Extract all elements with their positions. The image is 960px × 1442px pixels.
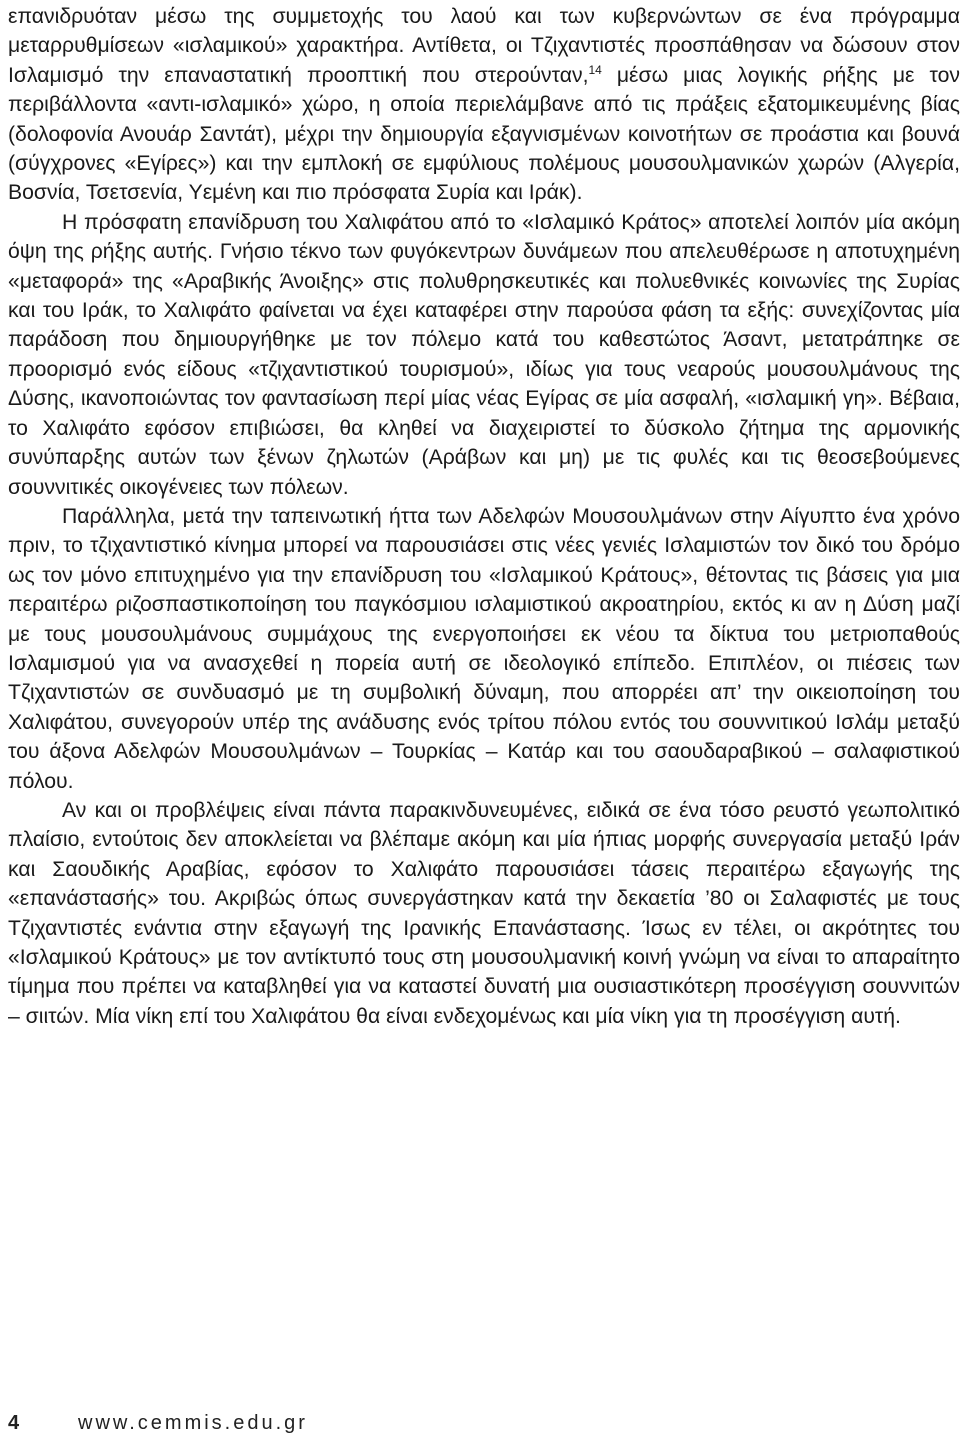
- paragraph-2: Η πρόσφατη επανίδρυση του Χαλιφάτου από το «Ισλαμικό Κράτος» αποτελεί λοιπόν μία ακόμη όψη της ρήξης αυτής. Γνήσιο τέκνο των φυγόκεντρων δυνάμεων που απελευθέρωσε η αποτυχημένη «μεταφορά» της «Αραβικής Άνοιξης» στις πολυθρησκευτικές και πολυεθνικές κοινωνίες της Συρίας και του Ιράκ, το Χαλιφάτο φαίνεται να έχει καταφέρει στην παρούσα φάση τα εξής: συνεχίζοντας μία παράδοση που δημιουργήθηκε με τον πόλεμο κατά του καθεστώτος Άσαντ, μετατράπηκε σε προορισμό ενός είδους «τζιχαντιστικού τουρισμού», ιδίως για τους νεαρούς μουσουλμάνους της Δύσης, ικανοποιώντας τον φαντασίωση περί μίας νέας Εγίρας σε μία ασφαλή, «ισλαμική γη». Βέβαια, το Χαλιφάτο εφόσον επιβιώσει, θα κληθεί να διαχειριστεί το δύσκολο ζήτημα της αρμονικής συνύπαρξης αυτών των ξένων ζηλωτών (Αράβων και μη) με τις φυλές και τις θεοσεβούμενες σουννιτικές οικογένειες των πόλεων.: [8, 210, 960, 499]
- paragraph-3: Παράλληλα, μετά την ταπεινωτική ήττα των Αδελφών Μουσουλμάνων στην Αίγυπτο ένα χρόνο πριν, το τζιχαντιστικό κίνημα μπορεί να παρουσιάσει στις νέες γενιές Ισλαμιστών τον δικό του δρόμο ως τον μόνο επιτυχημένο για την επανίδρυση του «Ισλαμικού Κράτους», θέτοντας τις βάσεις για μια περαιτέρω ριζοσπαστικοποίηση του παγκόσμιου ισλαμιστικού ακροατηρίου, εκτός κι αν η Δύση μαζί με τους μουσουλμάνους συμμάχους της ενεργοποιήσει εκ νέου τα δίκτυα του μετριοπαθούς Ισλαμισμού για να ανασχεθεί η πορεία αυτή σε ιδεολογικό επίπεδο. Επιπλέον, οι πιέσεις των Τζιχαντιστών σε συνδυασμό με τη συμβολική δύναμη, που απορρέει απ’ την οικειοποίηση του Χαλιφάτου, συνεγορούν υπέρ της ανάδυσης ενός τρίτου πόλου εντός του σουννιτικού Ισλάμ μεταξύ του άξονα Αδελφών Μουσουλμάνων – Τουρκίας – Κατάρ και του σαουδαραβικού – σαλαφιστικού πόλου.: [8, 504, 960, 793]
- article-body: [8, 2, 960, 1031]
- page-footer: [8, 1412, 308, 1435]
- website-link[interactable]: www.cemmis.edu.gr: [78, 1412, 308, 1434]
- footnote-ref[interactable]: 14: [588, 62, 602, 77]
- paragraph-4: Αν και οι προβλέψεις είναι πάντα παρακινδυνευμένες, ειδικά σε ένα τόσο ρευστό γεωπολιτικό πλαίσιο, εντούτοις δεν αποκλείεται να βλέπαμε ακόμη και μία ήπιας μορφής συνεργασία μεταξύ Ιράν και Σαουδικής Αραβίας, εφόσον το Χαλιφάτο παρουσιάσει τάσεις περαιτέρω εξαγωγής της «επανάστασής» του. Ακριβώς όπως συνεργάστηκαν κατά την δεκαετία ’80 οι Σαλαφιστές με τους Τζιχαντιστές ενάντια στην εξαγωγή της Ιρανικής Επανάστασης. Ίσως εν τέλει, οι ακρότητες του «Ισλαμικού Κράτους» με τον αντίκτυπό τους στη μουσουλμανική κοινή γνώμη να είναι το απαραίτητο τίμημα που πρέπει να καταβληθεί για να καταστεί δυνατή μια ουσιαστικότερη προσέγγιση σουννιτών – σιιτών. Μία νίκη επί του Χαλιφάτου θα είναι ενδεχομένως και μία νίκη για τη προσέγγιση αυτή.: [8, 798, 960, 1028]
- page-number: 4: [8, 1412, 20, 1434]
- paragraph-1-text: επανιδρυόταν μέσω της συμμετοχής του λαού και των κυβερνώντων σε ένα πρόγραμμα μεταρρυθμίσεων «ισλαμικού» χαρακτήρα. Αντίθετα, οι Τζιχαντιστές προσπάθησαν να δώσουν στον Ισλαμισμό την επαναστατική προοπτική που στερούνταν,: [8, 5, 960, 87]
- paragraph-1: [8, 2, 960, 208]
- paragraph-1-text-continued: μέσω μιας λογικής ρήξης με τον περιβάλλοντα «αντι-ισλαμικό» χώρο, η οποία περιελάμβανε από τις πράξεις εξατομικευμένης βίας (δολοφονία Ανουάρ Σαντάτ), μέχρι την δημιουργία εξαγνισμένων κοινοτήτων σε προάστια και βουνά (σύγχρονες «Εγίρες») και την εμπλοκή σε εμφύλιους πολέμους μουσουλμανικών χωρών (Αλγερία, Βοσνία, Τσετσενία, Υεμένη και πιο πρόσφατα Συρία και Ιράκ).: [8, 63, 960, 205]
